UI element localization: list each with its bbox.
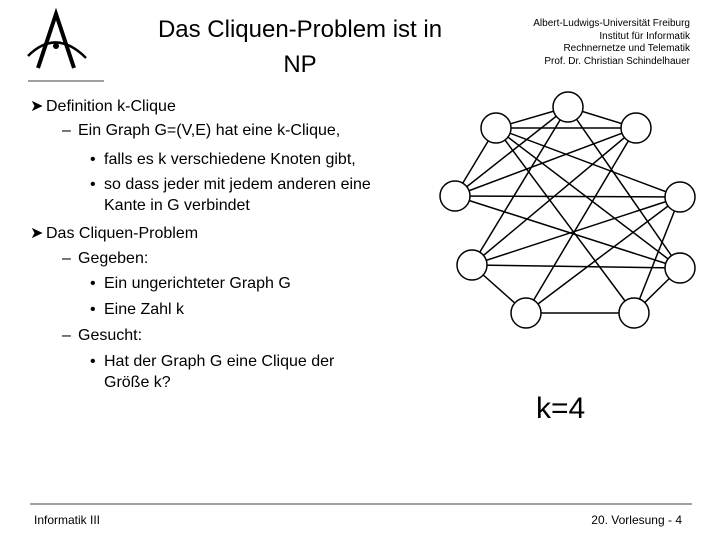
subbullet	[62, 250, 148, 268]
subsubbullet	[90, 275, 291, 293]
bullet-text: falls es k verschiedene Knoten gibt,	[104, 151, 356, 168]
dot-bullet-icon: •	[90, 353, 96, 370]
footer-lecture-page: 20. Vorlesung - 4	[591, 513, 682, 527]
graph-edge	[496, 128, 680, 197]
bullet-text: Definition k-Clique	[46, 98, 176, 115]
graph-node	[665, 253, 695, 283]
dash-bullet-icon: –	[62, 250, 71, 267]
footer-course: Informatik III	[34, 513, 101, 527]
university-logo	[22, 8, 94, 72]
dash-bullet-icon: –	[62, 327, 71, 344]
graph-node	[665, 182, 695, 212]
graph-node	[511, 298, 541, 328]
bullet-text: Das Cliquen-Problem	[46, 225, 199, 242]
graph-node	[481, 113, 511, 143]
dot-bullet-icon: •	[90, 301, 96, 318]
dash-bullet-icon: –	[62, 122, 71, 139]
bullet-definition	[30, 96, 176, 116]
graph-edge	[455, 107, 568, 196]
subbullet	[62, 327, 142, 345]
graph-edge	[455, 196, 680, 268]
graph-node	[457, 250, 487, 280]
bullet-text: Ein Graph G=(V,E) hat eine k-Clique,	[78, 122, 341, 139]
graph-edge	[526, 128, 636, 313]
bullet-problem	[30, 223, 198, 243]
subsubbullet	[90, 353, 334, 371]
slide-title	[110, 12, 490, 82]
header-divider	[28, 80, 104, 82]
arrow-bullet-icon: ➤	[30, 225, 44, 242]
arrow-bullet-icon: ➤	[30, 98, 44, 115]
graph-node	[621, 113, 651, 143]
slide-title-line2: NP	[283, 51, 317, 78]
subbullet	[62, 122, 340, 140]
subsubbullet	[90, 301, 184, 319]
bullet-text: Eine Zahl k	[104, 301, 185, 318]
dot-bullet-icon: •	[90, 176, 96, 193]
graph-node	[619, 298, 649, 328]
institution-line: Institut für Informatik	[599, 30, 690, 42]
bullet-text: Hat der Graph G eine Clique der	[104, 353, 335, 370]
graph-node	[553, 92, 583, 122]
graph-edge	[496, 128, 634, 313]
bullet-text: Gegeben:	[78, 250, 149, 267]
clique-graph	[430, 88, 720, 388]
bullet-continuation: Größe k?	[104, 374, 171, 391]
bullet-text: Ein ungerichteter Graph G	[104, 275, 291, 292]
graph-node	[440, 181, 470, 211]
slide-title-line1: Das Cliquen-Problem ist in	[157, 16, 443, 43]
subsubbullet	[90, 151, 356, 169]
bullet-text: Gesucht:	[78, 327, 143, 344]
institution-line: Albert-Ludwigs-Universität Freiburg	[533, 18, 690, 29]
dot-bullet-icon: •	[90, 151, 96, 168]
graph-edge	[472, 197, 680, 265]
bullet-continuation: Kante in G verbindet	[104, 197, 250, 214]
graph-edge	[496, 128, 680, 268]
graph-edge	[455, 196, 680, 197]
subsubbullet	[90, 176, 371, 194]
institution-block	[490, 18, 690, 68]
institution-line: Rechnernetze und Telematik	[563, 43, 690, 54]
clique-size-label: k=4	[536, 392, 586, 425]
bullet-text: so dass jeder mit jedem anderen eine	[104, 176, 371, 193]
graph-edge	[472, 265, 680, 268]
footer-divider	[30, 503, 692, 505]
graph-edge	[455, 128, 636, 196]
institution-line: Prof. Dr. Christian Schindelhauer	[544, 55, 690, 67]
dot-bullet-icon: •	[90, 275, 96, 292]
